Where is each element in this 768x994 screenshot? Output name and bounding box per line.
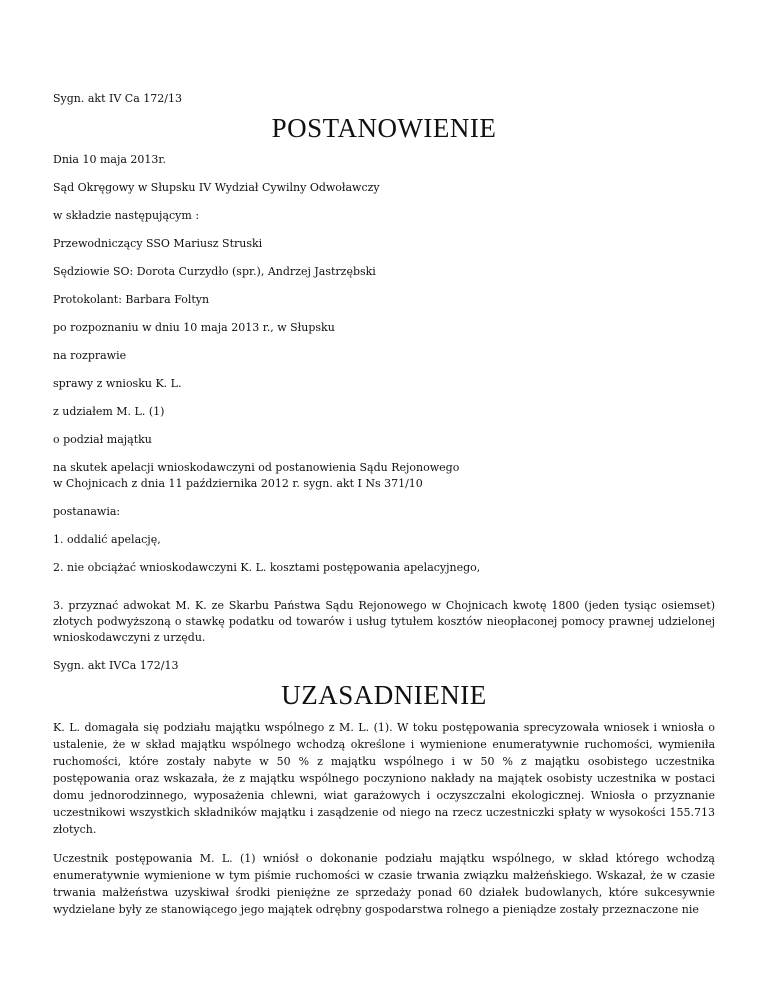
decides-line: postanawia: (53, 505, 121, 518)
participant: z udziałem M. L. (1) (53, 405, 165, 418)
justification-paragraph-1: K. L. domagała się podziału majątku wspólnego z M. L. (1). W toku postępowania sprecyzowała wniosek i wniosła o ustalenie, że w skład majątku wspólnego wchodzą określone i wymienione enumeratywnie ruchomości, wymieniła ruchomości, które zostały nabyte w 50 % z majątku wspólnego i w 50 % z majątku osobistego uczestnika postępowania oraz wskazała, że z majątku wspólnego poczyniono nakłady na majątek osobisty uczestnika w postaci domu jednorodzinnego, wyposażenia chlewni, wiat garażowych i oczyszczalni ekologicznej. Wniosła o przyznanie uczestnikowi wszystkich składników majątku i zasądzenie od niego na rzecz uczestniczki spłaty w wysokości 155.713 złotych. (53, 721, 715, 836)
appeal-line-1: na skutek apelacji wnioskodawczyni od postanowienia Sądu Rejonowego (53, 461, 460, 474)
ruling-point-2: 2. nie obciążać wnioskodawczyni K. L. kosztami postępowania apelacyjnego, (53, 561, 481, 574)
case-from: sprawy z wniosku K. L. (53, 377, 182, 390)
ruling-point-1: 1. oddalić apelację, (53, 533, 161, 546)
clerk: Protokolant: Barbara Foltyn (53, 293, 210, 306)
ruling-point-3: 3. przyznać adwokat M. K. ze Skarbu Państwa Sądu Rejonowego w Chojnicach kwotę 1800 (jeden tysiąc osiemset) złotych podwyższoną o stawkę podatku od towarów i usług tytułem kosztów nieopłaconej pomocy prawnej udzielonej wnioskodawczyni z urzędu. (53, 599, 715, 644)
session-line: na rozprawie (53, 349, 127, 362)
court-name: Sąd Okręgowy w Słupsku IV Wydział Cywilny Odwoławczy (53, 181, 380, 194)
justification-paragraph-2: Uczestnik postępowania M. L. (1) wniósł o dokonanie podziału majątku wspólnego, w skład którego wchodzą enumeratywnie wymienione w tym piśmie ruchomości w czasie trwania związku małżeńskiego. Wskazał, że w czasie trwania małżeństwa uzyskiwał środki pieniężne ze sprzedaży ponad 60 działek budowlanych, które sukcesywnie wydzielane były ze stanowiącego jego majątek odrębny gospodarstwa rolnego a pieniądze zostały przeznaczone nie (53, 852, 715, 916)
chairman: Przewodniczący SSO Mariusz Struski (53, 237, 263, 250)
case-number-2: Sygn. akt IVCa 172/13 (53, 659, 179, 672)
judges: Sędziowie SO: Dorota Curzydło (spr.), Andrzej Jastrzębski (53, 265, 376, 278)
hearing-line: po rozpoznaniu w dniu 10 maja 2013 r., w Słupsku (53, 321, 335, 334)
document-page (53, 91, 715, 918)
date-line: Dnia 10 maja 2013r. (53, 153, 166, 166)
subject: o podział majątku (53, 433, 152, 446)
appeal-line-2: w Chojnicach z dnia 11 października 2012 r. sygn. akt I Ns 371/10 (53, 477, 423, 490)
justification-title: UZASADNIENIE (281, 680, 487, 710)
composition-intro: w składzie następującym : (53, 209, 200, 222)
case-number: Sygn. akt IV Ca 172/13 (53, 92, 182, 105)
document-title: POSTANOWIENIE (271, 113, 497, 143)
appeal-block (53, 460, 715, 492)
